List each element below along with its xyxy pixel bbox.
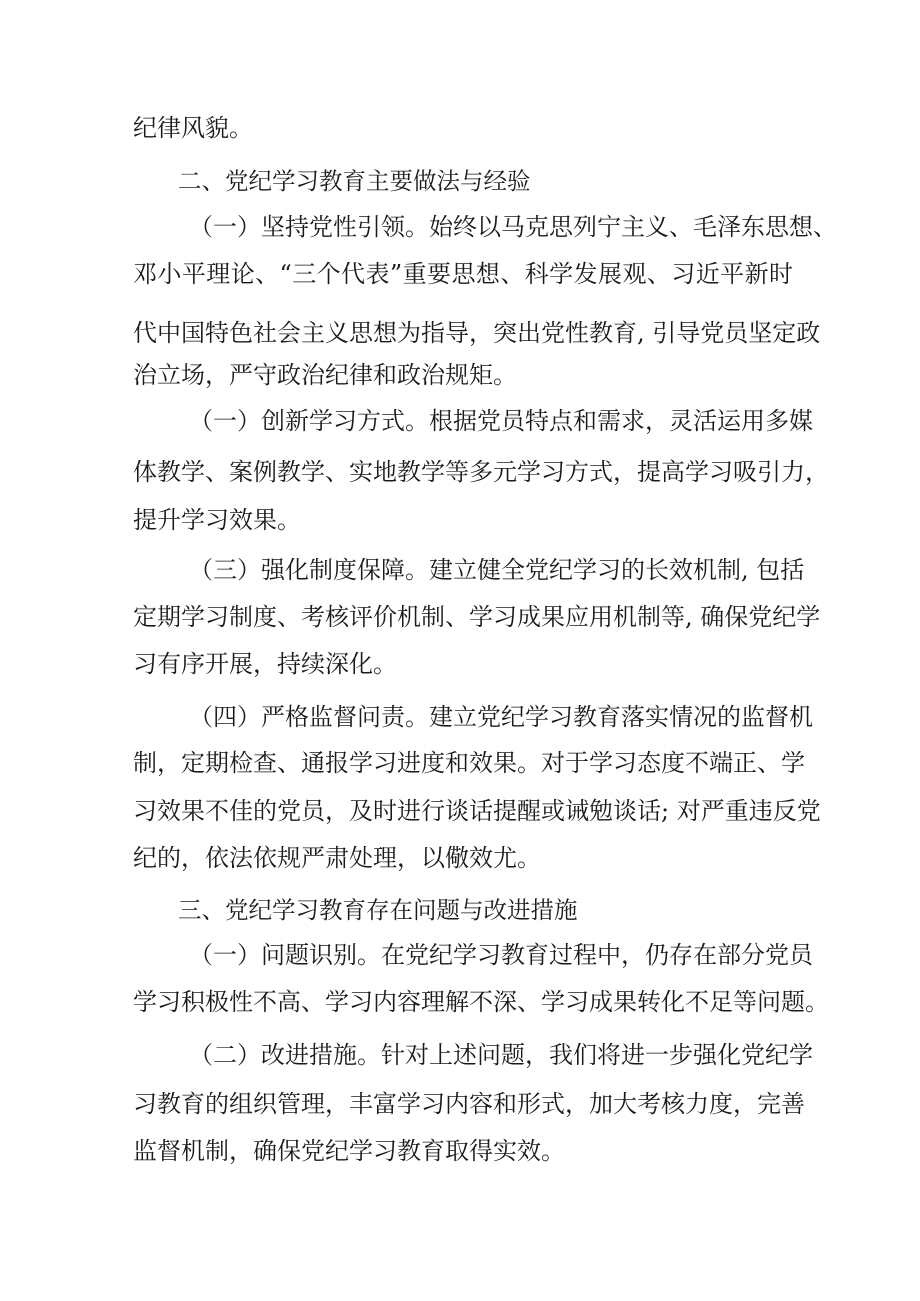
- paragraph-line: （四）严格监督问责。建立党纪学习教育落实情况的监督机: [189, 703, 813, 731]
- paragraph-line: 纪律风貌。: [133, 114, 253, 142]
- paragraph-line: 学习积极性不高、学习内容理解不深、学习成果转化不足等问题。: [133, 988, 829, 1016]
- paragraph-line: （一）坚持党性引领。始终以马克思列宁主义、毛泽东思想、: [189, 213, 837, 241]
- paragraph-line: 定期学习制度、考核评价机制、学习成果应用机制等, 确保党纪学: [133, 603, 821, 631]
- paragraph-line: 邓小平理论、“三个代表”重要思想、科学发展观、习近平新时: [133, 260, 793, 288]
- paragraph-line: 治立场，严守政治纪律和政治规矩。: [133, 361, 517, 389]
- paragraph-line: 制，定期检查、通报学习进度和效果。对于学习态度不端正、学: [133, 749, 805, 777]
- paragraph-line: 习教育的组织管理，丰富学习内容和形式，加大考核力度，完善: [133, 1090, 805, 1118]
- paragraph-line: 习有序开展，持续深化。: [133, 650, 397, 678]
- paragraph-line: （二）改进措施。针对上述问题，我们将进一步强化党纪学: [189, 1041, 813, 1069]
- paragraph-line: 纪的，依法依规严肃处理，以儆效尤。: [133, 844, 541, 872]
- paragraph-line: 提升学习效果。: [133, 506, 301, 534]
- paragraph-line: （三）强化制度保障。建立健全党纪学习的长效机制, 包括: [189, 556, 805, 584]
- section-heading: 三、党纪学习教育存在问题与改进措施: [178, 896, 578, 924]
- paragraph-line: （一）问题识别。在党纪学习教育过程中，仍存在部分党员: [189, 941, 813, 969]
- section-heading: 二、党纪学习教育主要做法与经验: [178, 167, 531, 195]
- paragraph-line: 体教学、案例教学、实地教学等多元学习方式，提高学习吸引力，: [133, 458, 829, 486]
- paragraph-line: 代中国特色社会主义思想为指导，突出党性教育, 引导党员坚定政: [133, 319, 821, 347]
- paragraph-line: 习效果不佳的党员，及时进行谈话提醒或诫勉谈话; 对严重违反党: [133, 797, 821, 825]
- paragraph-line: 监督机制，确保党纪学习教育取得实效。: [133, 1137, 565, 1165]
- paragraph-line: （一）创新学习方式。根据党员特点和需求，灵活运用多媒: [189, 407, 813, 435]
